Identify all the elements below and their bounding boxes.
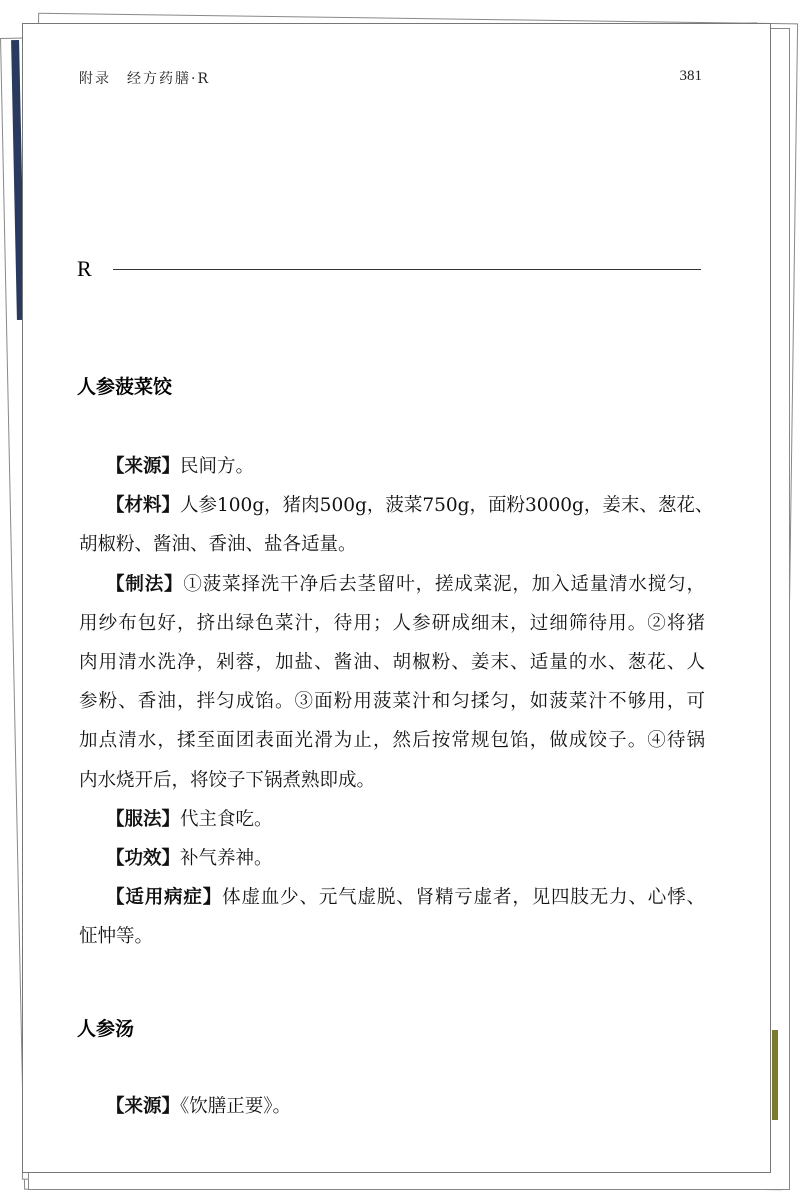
text-line [79,447,705,486]
text-line [79,604,705,643]
text-line [79,682,705,721]
entry-text: ①菠菜择洗干净后去茎留叶，搓成菜泥，加入适量清水搅匀， [183,573,705,595]
text-line [79,643,705,682]
book-cover-edge [772,1030,778,1120]
entry-text: 胡椒粉、酱油、香油、盐各适量。 [79,534,357,556]
running-header: 附录 经方药膳·R [79,71,210,87]
entry-text: 用纱布包好，挤出绿色菜汁，待用；人参研成细末，过细筛待用。②将猪 [79,612,705,634]
text-line [79,1087,705,1126]
text-line [79,761,705,800]
entry-text: 参粉、香油，拌匀成馅。③面粉用菠菜汁和匀揉匀，如菠菜汁不够用，可 [79,691,705,713]
text-line [79,839,705,878]
entry-label: 【来源】 [106,1096,181,1117]
entry-text: 体虚血少、元气虚脱、肾精亏虚者，见四肢无力、心悸、 [222,887,705,909]
entry-text: 民间方。 [180,456,255,477]
text-line [79,565,705,604]
entry-text: 人参100g，猪肉500g，菠菜750g，面粉3000g，姜末、葱花、 [180,495,714,517]
text-line [79,878,705,917]
recipe-body [79,1087,705,1126]
recipe-body [79,447,714,957]
entry-label: 【服法】 [106,808,181,830]
text-line [79,525,705,564]
entry-text: 肉用清水洗净，剁蓉，加盐、酱油、胡椒粉、姜末、适量的水、葱花、人 [79,652,705,674]
entry-text: 补气养神。 [180,848,273,870]
entry-text: 怔忡等。 [79,926,154,948]
section-rule [113,269,701,270]
entry-label: 【适用病症】 [106,887,223,909]
entry-label: 【功效】 [106,848,181,870]
entry-text: 《饮膳正要》。 [180,1096,292,1117]
text-line [79,917,705,956]
text-line [79,486,714,525]
entry-label: 【材料】 [106,495,181,517]
entry-label: 【来源】 [106,456,181,477]
section-letter: R [77,256,92,281]
book-page [22,23,771,1173]
entry-text: 内水烧开后，将饺子下锅煮熟即成。 [79,769,376,791]
entry-text: 加点清水，揉至面团表面光滑为止，然后按常规包馅，做成饺子。④待锅 [79,730,705,752]
recipe-title: 人参汤 [77,1018,135,1040]
text-line [79,721,705,760]
page-number: 381 [679,68,702,84]
recipe-title: 人参菠菜饺 [77,376,173,398]
entry-text: 代主食吃。 [180,808,273,830]
entry-label: 【制法】 [106,573,184,595]
text-line [79,800,705,839]
